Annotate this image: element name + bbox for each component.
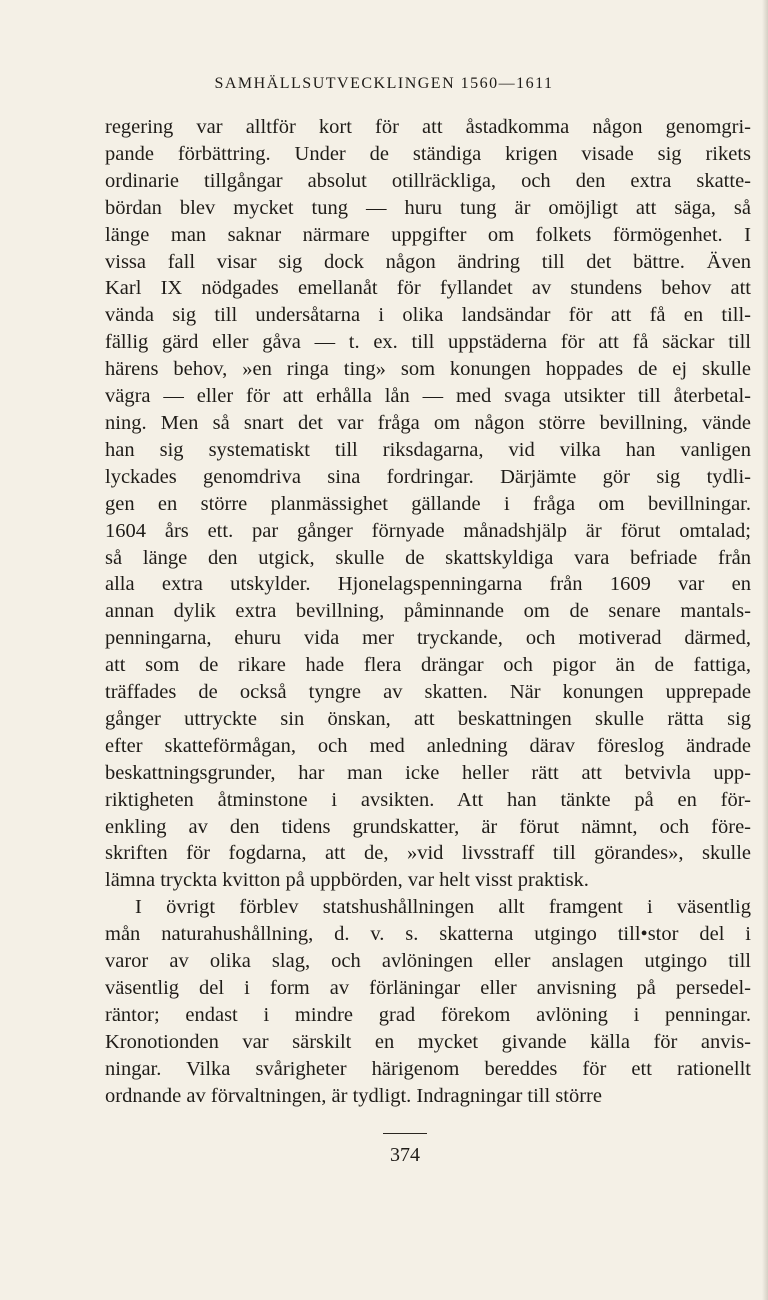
running-head: SAMHÄLLSUTVECKLINGEN 1560—1611 xyxy=(214,75,554,92)
footer-rule xyxy=(383,1133,427,1134)
text-line: lyckades genomdriva sina fordringar. Därjämte gör sig tydli- xyxy=(105,465,751,488)
text-line: mån naturahushållning, d. v. s. skatterna utgingo till•stor del i xyxy=(105,923,751,946)
text-line: ningar. Vilka svårigheter härigenom bereddes för ett rationellt xyxy=(105,1057,751,1080)
text-line: vägra — eller för att erhålla lån — med svaga utsikter till återbetal- xyxy=(105,385,751,408)
text-line: lämna tryckta kvitton på uppbörden, var helt visst praktisk. xyxy=(105,869,589,892)
text-line: vända sig till undersåtarna i olika landsändar för att få en till- xyxy=(105,304,751,327)
text-line: Karl IX nödgades emellanåt för fyllandet av stundens behov att xyxy=(105,277,751,300)
text-line: varor av olika slag, och avlöningen eller anslagen utgingo till xyxy=(105,950,751,973)
text-line: fällig gärd eller gåva — t. ex. till uppstäderna för att få säckar till xyxy=(105,331,751,354)
text-line: I övrigt förblev statshushållningen allt framgent i väsentlig xyxy=(135,896,751,919)
text-line: så länge den utgick, skulle de skattskyldiga vara befriade från xyxy=(105,546,751,569)
text-line: bördan blev mycket tung — huru tung är omöjligt att säga, så xyxy=(105,196,751,219)
text-line: han sig systematiskt till riksdagarna, vid vilka han vanligen xyxy=(105,438,751,461)
text-line: träffades de också tyngre av skatten. När konungen upprepade xyxy=(105,681,751,704)
text-line: att som de rikare hade flera drängar och pigor än de fattiga, xyxy=(105,654,751,677)
text-line: ning. Men så snart det var fråga om någon större bevillning, vände xyxy=(105,411,751,434)
text-line: riktigheten åtminstone i avsikten. Att han tänkte på en för- xyxy=(105,788,751,811)
text-line: pande förbättring. Under de ständiga krigen visade sig rikets xyxy=(105,142,751,165)
body-text xyxy=(105,114,751,1110)
text-line: 1604 års ett. par gånger förnyade månadshjälp är förut omtalad; xyxy=(105,519,751,542)
text-line: ordinarie tillgångar absolut otillräckliga, och den extra skatte- xyxy=(105,169,751,192)
text-line: vissa fall visar sig dock någon ändring till det bättre. Även xyxy=(105,250,751,273)
text-line: räntor; endast i mindre grad förekom avlöning i penningar. xyxy=(105,1003,751,1026)
paragraph-1 xyxy=(105,114,751,894)
text-line: väsentlig del i form av förläningar eller anvisning på persedel- xyxy=(105,977,751,999)
text-line: ordnande av förvaltningen, är tydligt. Indragningar till större xyxy=(105,1084,602,1107)
text-line: härens behov, »en ringa ting» som konungen hoppades de ej skulle xyxy=(105,358,751,381)
page-edge-shadow xyxy=(762,0,768,1300)
page-number: 374 xyxy=(390,1144,420,1166)
text-line: länge man saknar närmare uppgifter om folkets förmögenhet. I xyxy=(105,223,751,246)
text-line: annan dylik extra bevillning, påminnande om de senare mantals- xyxy=(105,600,751,623)
text-line: penningarna, ehuru vida mer tryckande, och motiverad därmed, xyxy=(105,627,751,650)
text-line: efter skatteförmågan, och med anledning därav föreslog ändrade xyxy=(105,734,751,757)
text-line: alla extra utskylder. Hjonelagspenningarna från 1609 var en xyxy=(105,573,751,596)
paragraph-2 xyxy=(105,894,751,1109)
text-line: gen en större planmässighet gällande i fråga om bevillningar. xyxy=(105,492,751,515)
text-line: Kronotionden var särskilt en mycket givande källa för anvis- xyxy=(105,1030,751,1053)
text-line: regering var alltför kort för att åstadkomma någon genomgri- xyxy=(105,116,751,138)
text-line: skriften för fogdarna, att de, »vid livsstraff till görandes», skulle xyxy=(105,842,751,865)
text-line: enkling av den tidens grundskatter, är förut nämnt, och före- xyxy=(105,815,751,838)
text-line: beskattningsgrunder, har man icke heller rätt att betvivla upp- xyxy=(105,761,751,784)
text-line: gånger uttryckte sin önskan, att beskattningen skulle rätta sig xyxy=(105,707,751,730)
